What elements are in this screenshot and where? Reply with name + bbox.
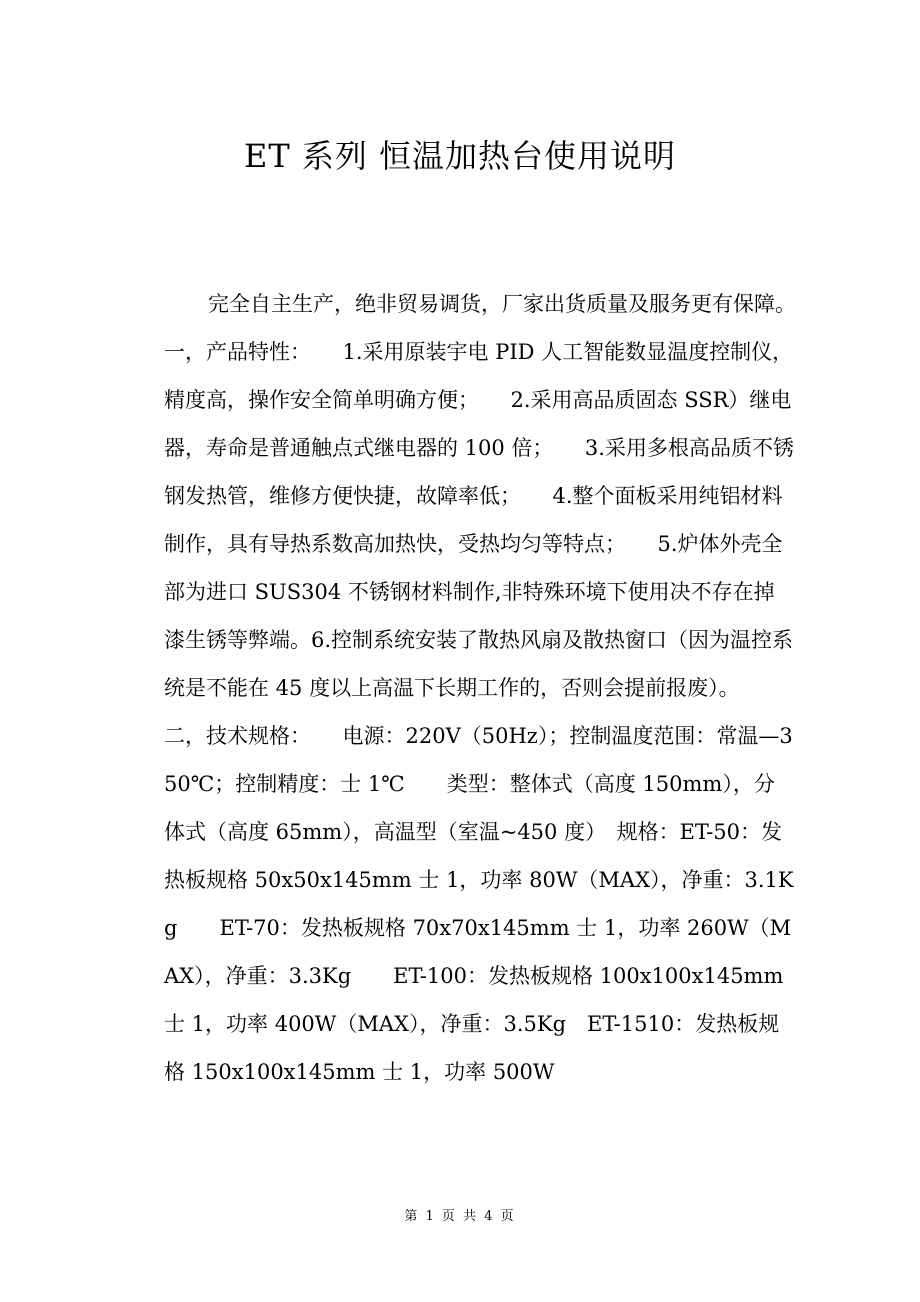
page-footer: 第 1 页 共 4 页 [404,1209,516,1224]
document-title: ET 系列 恒温加热台使用说明 [243,137,677,175]
document-body [164,280,828,1096]
paragraph-product-features: 完全自主生产，绝非贸易调货，厂家出货质量及服务更有保障。 一，产品特性： 1.采用原装宇电 PID 人工智能数显温度控制仪，精度高，操作安全简单明确方便； 2.采用高品质固态 SSR）继电器，寿命是普通触点式继电器的 100 倍； 3.采用多根高品质不锈钢发热管，维修方便快捷，故障率低； 4.整个面板采用纯铝材料制作，具有导热系数高加热快，受热均匀等特点； 5.炉体外壳全部为进口 SUS304 不锈钢材料制作,非特殊环境下使用决不存在掉漆生锈等弊端。6.控制系统安装了散热风扇及散热窗口（因为温控系统是不能在 45 度以上高温下长期工作的，否则会提前报废）。 [164,292,828,700]
paragraph-technical-specs: 二，技术规格： 电源：220V（50Hz）；控制温度范围：常温—350℃；控制精度：士 1℃ 类型：整体式（高度 150mm），分体式（高度 65mm），高温型（室温~450 度） 规格：ET-50：发热板规格 50x50x145mm 士 1，功率 80W（MAX），净重：3.1Kg ET-70：发热板规格 70x70x145mm 士 1，功率 260W（MAX），净重：3.3Kg ET-100：发热板规格 100x100x145mm 士 1，功率 400W（MAX），净重：3.5Kg ET-1510：发热板规格 150x100x145mm 士 1，功率 500W [164,724,794,1084]
